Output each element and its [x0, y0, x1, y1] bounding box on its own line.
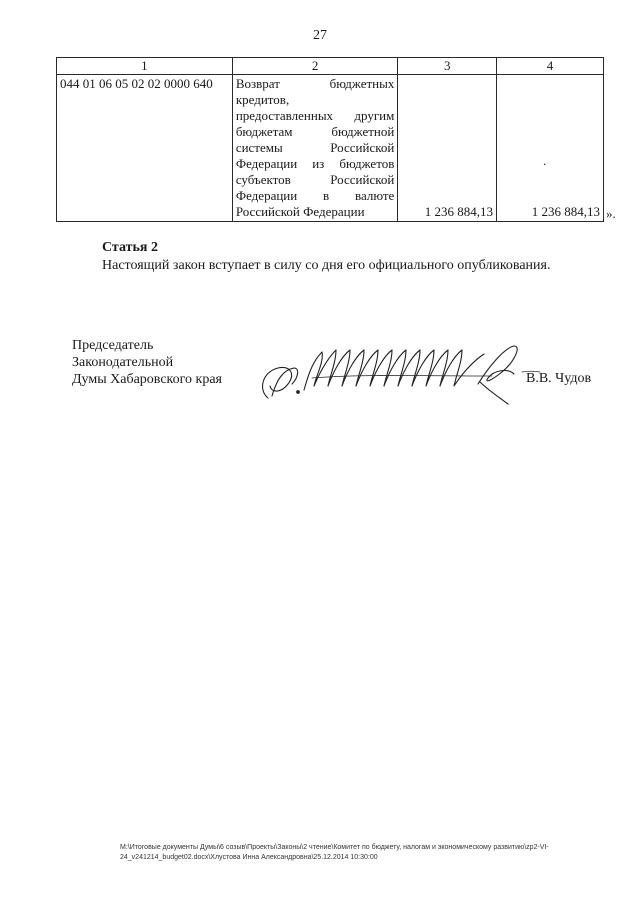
signer-title: [72, 337, 222, 388]
description-line: предоставленных другим: [235, 108, 395, 123]
budget-table: [56, 57, 604, 222]
amount-column-4-value: 1 236 884,13: [531, 204, 600, 219]
description-cell: [232, 75, 398, 222]
column-header-4: 4: [497, 58, 604, 75]
closing-quote-mark: ».: [606, 206, 616, 221]
stray-mark: .: [543, 153, 547, 168]
article-title: Статья 2: [102, 240, 158, 255]
document-file-path: [120, 843, 610, 863]
column-header-2: 2: [232, 58, 398, 75]
column-header-1: 1: [57, 58, 233, 75]
file-path-line: M:\Итоговые документы Думы\6 созыв\Проекты\Законы\2 чтение\Комитет по бюджету, налогам и экономическому развитию\zp2-VI-: [120, 844, 549, 851]
signer-title-line: Думы Хабаровского края: [72, 372, 222, 387]
description-line: Российской Федерации: [235, 204, 365, 219]
handwritten-signature: [252, 338, 542, 410]
amount-column-3-cell: 1 236 884,13: [398, 75, 497, 222]
description-line: системы Российской: [235, 140, 395, 155]
description-line: Федерации из бюджетов: [235, 156, 395, 171]
description-line: кредитов,: [235, 92, 290, 107]
page-number: 27: [313, 28, 327, 43]
description-line: Возврат бюджетных: [235, 76, 395, 91]
column-header-3: 3: [398, 58, 497, 75]
table-header-row: [57, 58, 604, 75]
table-row: [57, 75, 604, 222]
amount-column-4-cell: [497, 75, 604, 222]
signer-title-line: Законодательной: [72, 355, 174, 370]
signer-name: В.В. Чудов: [526, 371, 592, 386]
article-text: Настоящий закон вступает в силу со дня его официального опубликования.: [102, 258, 551, 273]
description-line: бюджетам бюджетной: [235, 124, 395, 139]
signer-title-line: Председатель: [72, 338, 154, 353]
budget-code-cell: 044 01 06 05 02 02 0000 640: [57, 75, 233, 222]
description-line: субъектов Российской: [235, 172, 395, 187]
file-path-line: 24_v241214_budget02.docx\Хлустова Инна Александровна\25.12.2014 10:30:00: [120, 854, 378, 861]
description-line: Федерации в валюте: [235, 188, 395, 203]
